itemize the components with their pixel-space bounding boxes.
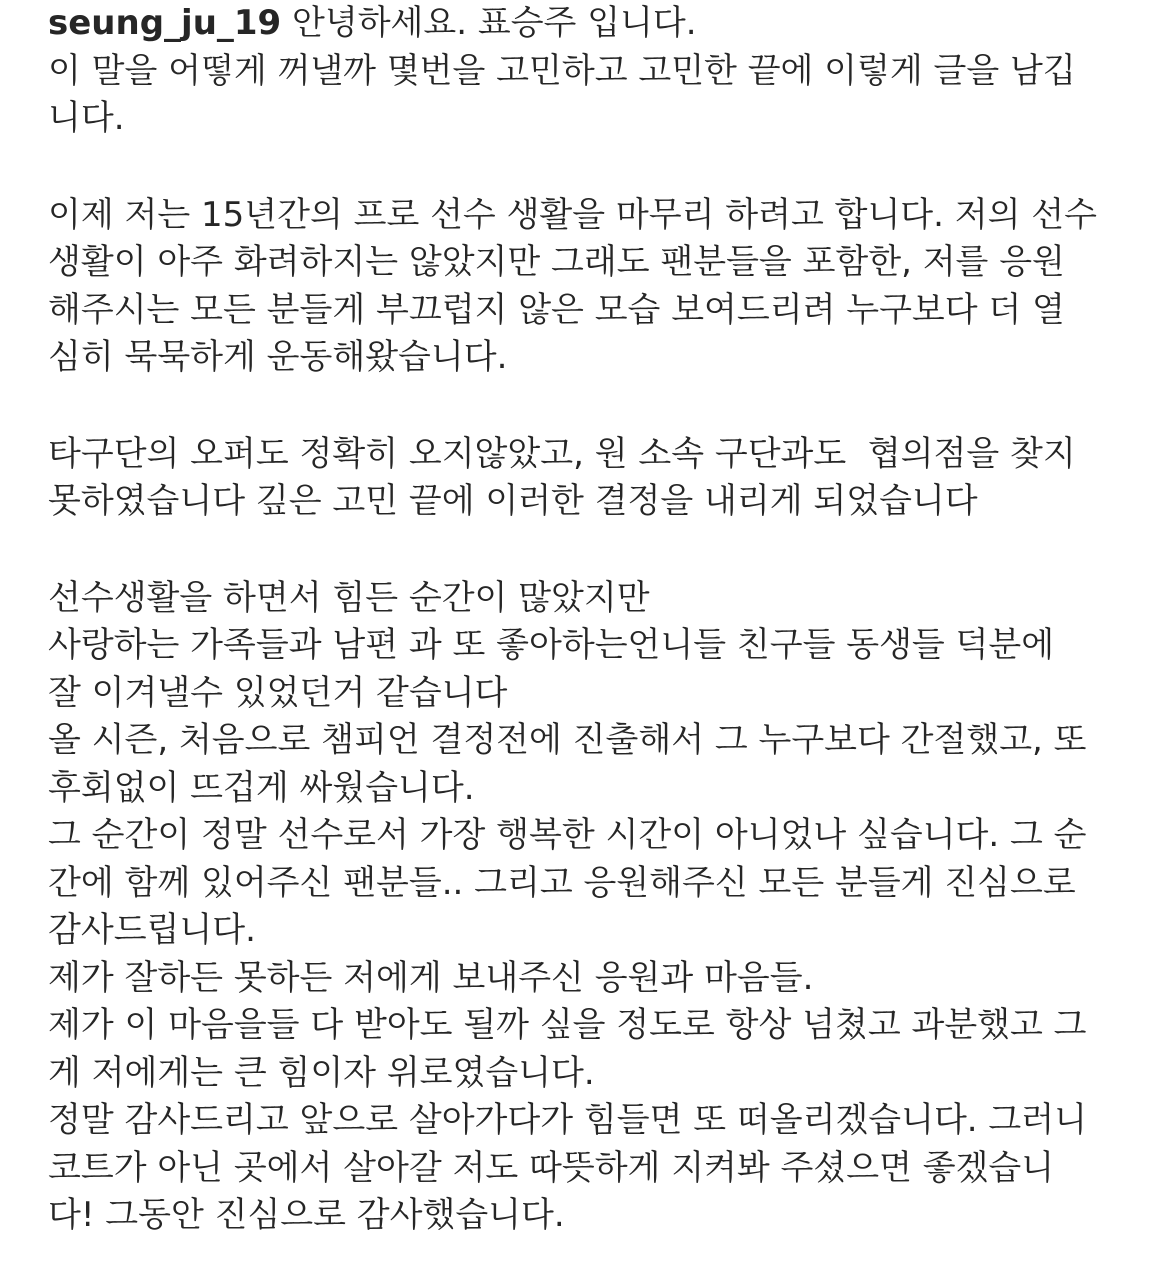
greeting-text: 안녕하세요. 표승주 입니다. [281,3,697,43]
caption-paragraph [48,431,1138,526]
caption-line: 니다. [48,98,125,138]
caption-paragraph [48,192,1138,382]
caption-line: 올 시즌, 처음으로 챔피언 결정전에 진출해서 그 누구보다 간절했고, 또 [48,720,1087,760]
caption-paragraph [48,48,1138,143]
username-link[interactable]: seung_ju_19 [48,3,282,43]
caption-body [48,48,1138,1240]
caption-line: 다! 그동안 진심으로 감사했습니다. [48,1195,565,1235]
paragraph-gap [48,382,1138,431]
caption-line: 감사드립니다. [48,910,256,950]
caption-line: 못하였습니다 깊은 고민 끝에 이러한 결정을 내리게 되었습니다 [48,481,978,521]
caption-paragraph [48,575,1138,1240]
post-caption [48,0,1138,1240]
caption-header-line [48,0,1138,48]
caption-line: 해주시는 모든 분들게 부끄럽지 않은 모습 보여드리려 누구보다 더 열 [48,289,1065,330]
caption-line: 코트가 아닌 곳에서 살아갈 저도 따뜻하게 지켜봐 주셨으면 좋겠습니 [48,1147,1055,1188]
caption-line: 그 순간이 정말 선수로서 가장 행복한 시간이 아니었나 싶습니다. 그 순 [48,815,1087,855]
caption-line: 심히 묵묵하게 운동해왔습니다. [48,337,508,377]
caption-line: 생활이 아주 화려하지는 않았지만 그래도 팬분들을 포함한, 저를 응원 [48,242,1065,282]
caption-line: 제가 이 마음을들 다 받아도 될까 싶을 정도로 항상 넘쳤고 과분했고 그 [48,1005,1087,1045]
caption-line: 잘 이겨낼수 있었던거 같습니다 [48,672,508,713]
caption-line: 사랑하는 가족들과 남편 과 또 좋아하는언니들 친구들 동생들 덕분에 [48,625,1055,665]
caption-line: 정말 감사드리고 앞으로 살아가다가 힘들면 또 떠올리겠습니다. 그러니 [48,1100,1087,1140]
caption-line: 이제 저는 15년간의 프로 선수 생활을 마무리 하려고 합니다. 저의 선수 [48,194,1097,235]
caption-line: 타구단의 오퍼도 정확히 오지않았고, 원 소속 구단과도 협의점을 찾지 [48,433,1076,474]
caption-line: 게 저에게는 큰 힘이자 위로였습니다. [48,1052,595,1093]
caption-line: 후회없이 뜨겁게 싸웠습니다. [48,767,475,808]
caption-line: 이 말을 어떻게 꺼낼까 몇번을 고민하고 고민한 끝에 이렇게 글을 남깁 [48,50,1076,91]
caption-line: 선수생활을 하면서 힘든 순간이 많았지만 [48,577,650,618]
caption-line: 제가 잘하든 못하든 저에게 보내주신 응원과 마음들. [48,957,814,998]
paragraph-gap [48,526,1138,575]
paragraph-gap [48,143,1138,192]
caption-line: 간에 함께 있어주신 팬분들.. 그리고 응원해주신 모든 분들게 진심으로 [48,862,1076,903]
